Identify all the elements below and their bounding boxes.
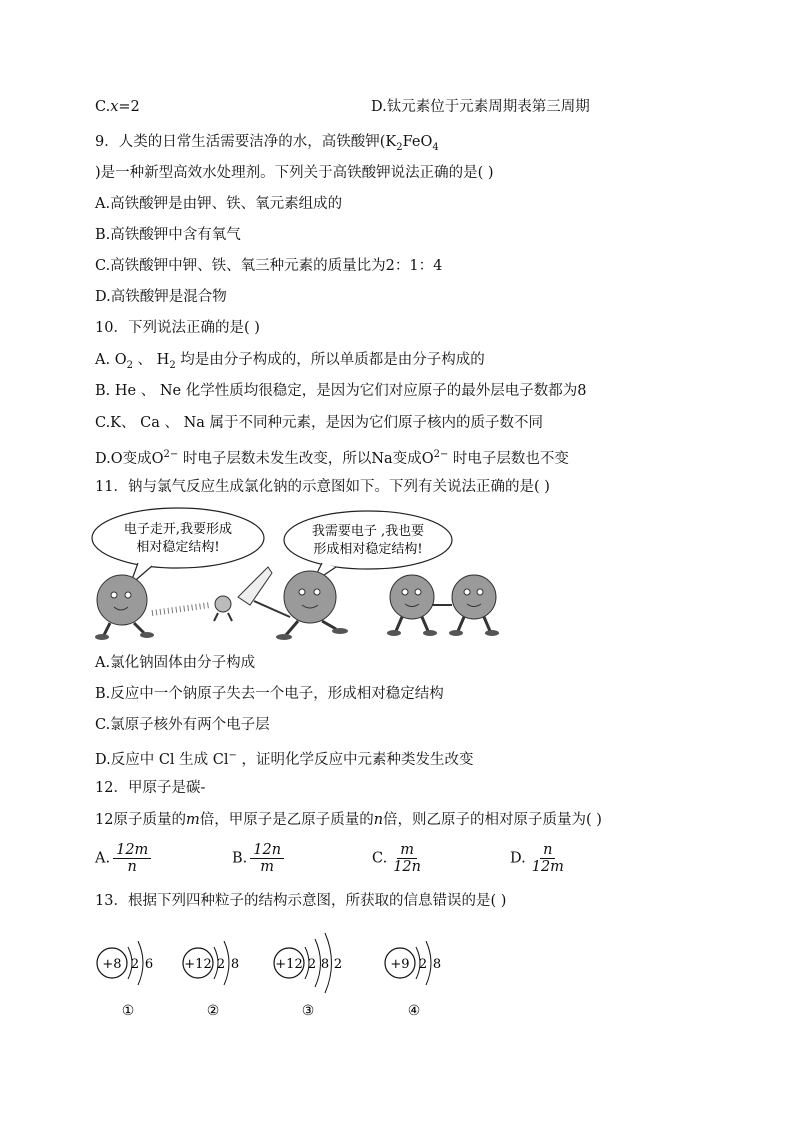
q10-option-a: A. $O_2$ 、 $H_2$ 均是由分子构成的，所以单质都是由分子构成的 [95,352,485,371]
particle-3-nucleus: +12 [275,957,303,972]
q12-option-a: A. $\frac{12m}{n}$ [95,842,151,875]
q11-sodium-chlorine-illustration [90,505,530,654]
speech-bubble-sodium [92,508,264,585]
q9-option-d: D.高铁酸钾是混合物 [95,289,227,305]
particle-1-label: ① [121,1003,135,1019]
svg-text:2: 2 [418,957,428,972]
svg-text:2: 2 [130,957,140,972]
particle-4-label: ④ [407,1003,421,1019]
bubble2-line2: 形成相对稳定结构! [313,542,423,557]
particle-1 [97,941,153,1019]
q8-option-c: C.x=2 [95,99,140,115]
q11-option-a: A.氯化钠固体由分子构成 [95,655,256,671]
particle-4-nucleus: +9 [390,957,410,972]
svg-text:2: 2 [333,957,343,972]
particle-2 [183,941,239,1019]
chloride-ion-character [432,575,499,636]
q12-option-c: C. $\frac{m}{12n}$ [372,842,421,875]
q13-stem: 13．根据下列四种粒子的结构示意图，所获取的信息错误的是( ) [95,893,507,909]
svg-text:8: 8 [230,957,240,972]
particle-1-nucleus: +8 [102,957,122,972]
q11-option-b: B.反应中一个钠原子失去一个电子，形成相对稳定结构 [95,686,444,702]
q9-option-c: C.高铁酸钾中钾、铁、氧三种元素的质量比为2：1：4 [95,258,443,274]
chlorine-atom-character [238,567,348,640]
q12-option-b: B. $\frac{12n}{m}$ [232,842,284,875]
q11-option-d: D.反应中 Cl 生成 Cl− ，证明化学反应中元素种类发生改变 [95,750,474,768]
svg-text:2: 2 [307,957,317,972]
q8-option-d: D.钛元素位于元素周期表第三周期 [371,99,590,115]
q10-option-b: B. He 、 Ne 化学性质均很稳定，是因为它们对应原子的最外层电子数都为8 [95,383,587,399]
particle-2-label: ② [206,1003,220,1019]
q11-stem: 11．钠与氯气反应生成氯化钠的示意图如下。下列有关说法正确的是( ) [95,479,550,495]
q9-option-a: A.高铁酸钾是由钾、铁、氧元素组成的 [95,196,343,212]
q12-option-d: D. $\frac{n}{12m}$ [510,842,564,875]
q10-stem: 10．下列说法正确的是( ) [95,320,260,336]
svg-text:2: 2 [216,957,226,972]
q13-particle-diagrams [90,925,490,1029]
svg-text:8: 8 [432,957,442,972]
q9-stem-line1: 9．人类的日常生活需要洁净的水，高铁酸钾($K_2FeO_4$ [95,134,439,153]
q10-option-c: C.K、 Ca 、 Na 属于不同种元素，是因为它们原子核内的质子数不同 [95,415,544,431]
q9-stem-line2: )是一种新型高效水处理剂。下列关于高铁酸钾说法正确的是( ) [95,165,494,181]
q12-stem-line2: 12原子质量的m倍，甲原子是乙原子质量的n倍，则乙原子的相对原子质量为( ) [95,812,602,828]
particle-3 [274,933,342,1019]
q10-option-d: D.O变成$O^{2-}$ 时电子层数未发生改变，所以Na变成$O^{2-}$ 时电子层数也不变 [95,449,569,467]
bubble2-line1: 我需要电子 ,我也要 [311,524,425,539]
q9-option-b: B.高铁酸钾中含有氧气 [95,227,241,243]
particle-2-nucleus: +12 [184,957,212,972]
particle-4 [385,941,441,1019]
bubble1-line1: 电子走开,我要形成 [123,522,233,537]
electron-character [152,596,232,621]
q11-option-c: C.氯原子核外有两个电子层 [95,717,270,733]
svg-text:8: 8 [320,957,330,972]
sodium-ion-character [387,575,437,636]
sodium-atom-character [95,575,154,640]
particle-3-label: ③ [301,1003,315,1019]
svg-text:6: 6 [144,957,154,972]
bubble1-line2: 相对稳定结构! [136,540,220,555]
q12-stem-line1: 12．甲原子是碳- [95,780,206,796]
